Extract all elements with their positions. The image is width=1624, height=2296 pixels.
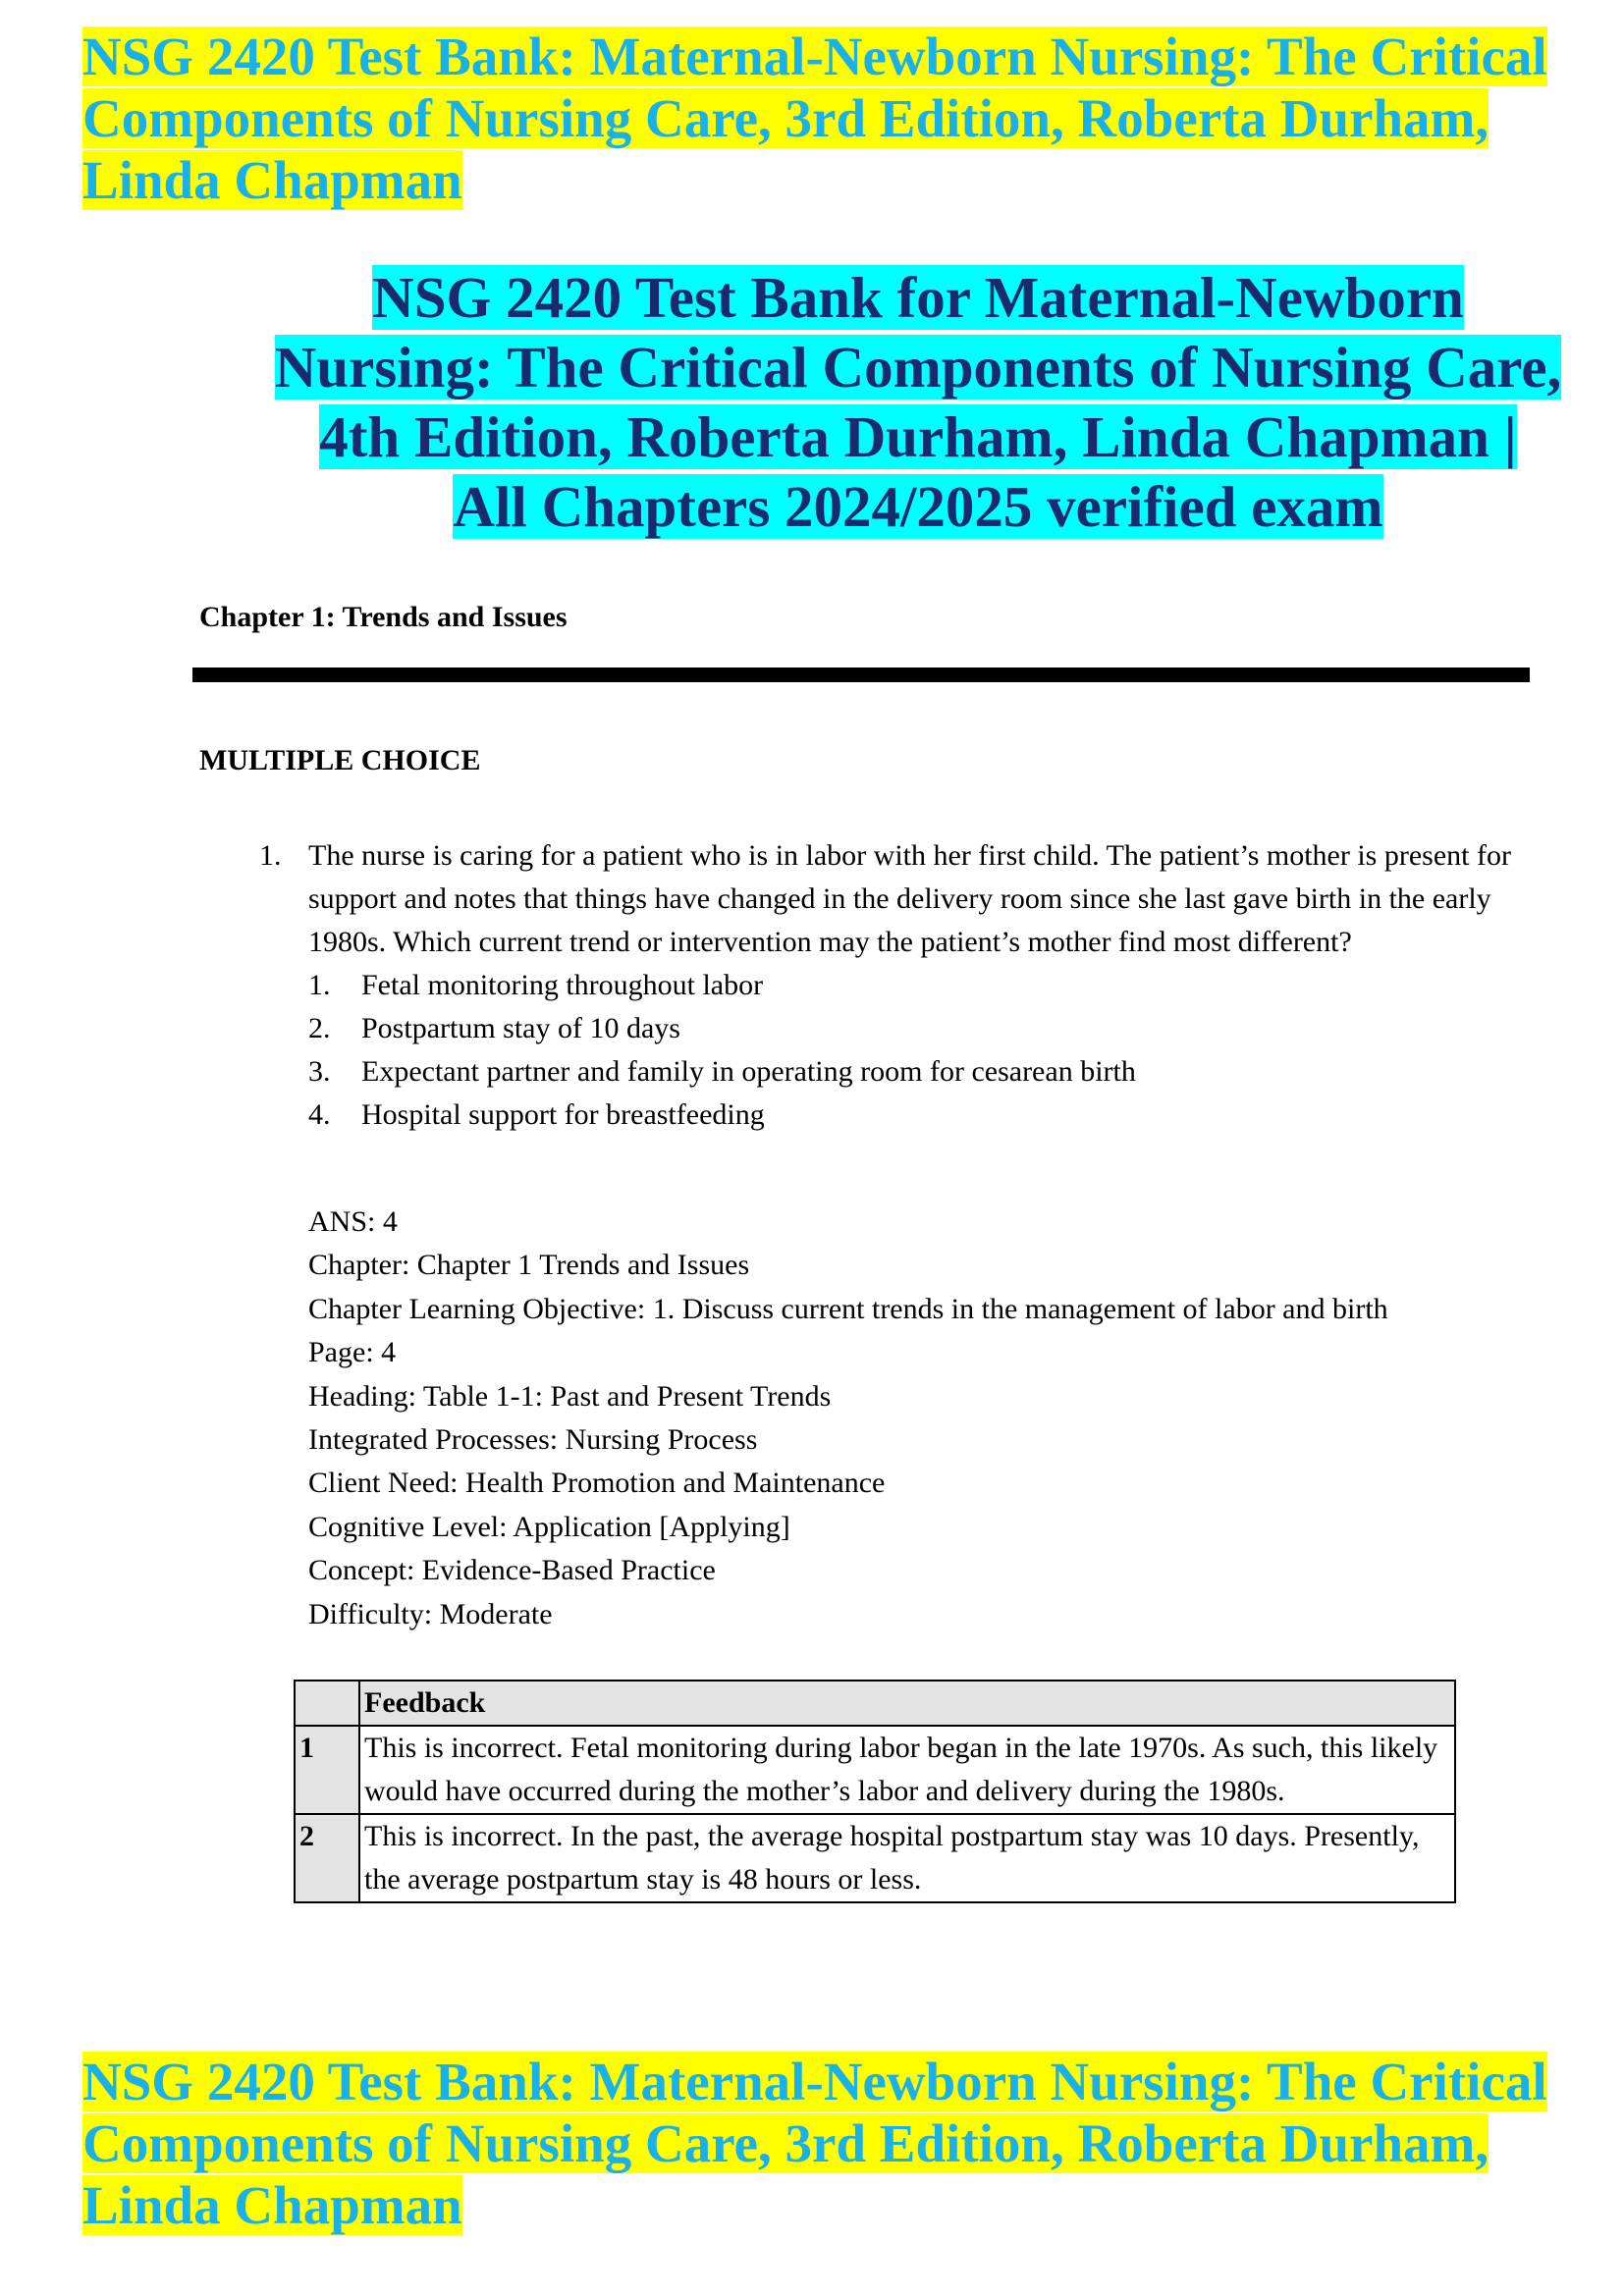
meta-objective: Chapter Learning Objective: 1. Discuss current trends in the management of labor and birth: [308, 1292, 1388, 1325]
feedback-row-text: This is incorrect. In the past, the average hospital postpartum stay was 10 days. Presently, the average postpartum stay is 48 hours or less.: [359, 1814, 1455, 1902]
question-stem: The nurse is caring for a patient who is in labor with her first child. The patient’s mother is present for support and notes that things have changed in the delivery room since she last gave birth in the early 1980s. Which current trend or intervention may the patient’s mother find most different?: [308, 839, 1511, 958]
option-number: 3.: [308, 1055, 331, 1088]
feedback-row-number: 1: [295, 1726, 359, 1814]
meta-client-need: Client Need: Health Promotion and Maintenance: [308, 1467, 886, 1500]
feedback-row-number: 2: [295, 1814, 359, 1902]
meta-heading: Heading: Table 1-1: Past and Present Trends: [308, 1379, 832, 1413]
chapter-heading: Chapter 1: Trends and Issues: [199, 601, 568, 633]
meta-cognitive-level: Cognitive Level: Application [Applying]: [308, 1510, 790, 1543]
option-number: 4.: [308, 1098, 331, 1131]
title-line-3: 4th Edition, Roberta Durham, Linda Chapman |: [319, 404, 1517, 469]
question-block: [259, 834, 1526, 1137]
meta-chapter: Chapter: Chapter 1 Trends and Issues: [308, 1249, 750, 1282]
title-line-4: All Chapters 2024/2025 verified exam: [453, 474, 1383, 539]
section-heading: MULTIPLE CHOICE: [199, 744, 481, 776]
top-banner-text: NSG 2420 Test Bank: Maternal-Newborn Nursing: The Critical Components of Nursing Care, 3rd Edition, Roberta Durham, Linda Chapman: [82, 27, 1547, 210]
answer-option: [308, 964, 1526, 1007]
feedback-table: [294, 1680, 1456, 1903]
table-row: [295, 1814, 1455, 1902]
table-header-row: [295, 1681, 1455, 1726]
meta-concept: Concept: Evidence-Based Practice: [308, 1554, 716, 1587]
top-banner: [82, 26, 1595, 211]
option-text: Expectant partner and family in operating room for cesarean birth: [361, 1055, 1136, 1088]
title-line-1: NSG 2420 Test Bank for Maternal-Newborn: [372, 265, 1464, 330]
answer-option: [308, 1050, 1526, 1094]
answer-options: [308, 964, 1526, 1137]
meta-page: Page: 4: [308, 1336, 397, 1369]
option-text: Hospital support for breastfeeding: [361, 1098, 765, 1131]
meta-difficulty: Difficulty: Moderate: [308, 1597, 553, 1630]
horizontal-rule: [192, 667, 1530, 682]
option-number: 2.: [308, 1012, 331, 1044]
bottom-banner-text: NSG 2420 Test Bank: Maternal-Newborn Nursing: The Critical Components of Nursing Care, 3rd Edition, Roberta Durham, Linda Chapman: [82, 2052, 1547, 2235]
meta-integrated-processes: Integrated Processes: Nursing Process: [308, 1423, 758, 1457]
answer-option: [308, 1007, 1526, 1050]
table-row: [295, 1726, 1455, 1814]
option-text: Postpartum stay of 10 days: [361, 1012, 680, 1044]
feedback-header: Feedback: [359, 1681, 1455, 1726]
question-number: 1.: [259, 839, 282, 872]
bottom-banner: [82, 2051, 1595, 2236]
option-text: Fetal monitoring throughout labor: [361, 969, 764, 1001]
option-number: 1.: [308, 969, 331, 1001]
document-title: [226, 263, 1610, 542]
feedback-row-text: This is incorrect. Fetal monitoring during labor began in the late 1970s. As such, this likely would have occurred during the mother’s labor and delivery during the 1980s.: [359, 1726, 1455, 1814]
title-line-2: Nursing: The Critical Components of Nursing Care,: [274, 335, 1562, 400]
answer-metadata: [308, 1201, 1585, 1636]
header-number-cell: [295, 1681, 359, 1726]
answer-key: ANS: 4: [308, 1205, 398, 1238]
answer-option: [308, 1094, 1526, 1137]
